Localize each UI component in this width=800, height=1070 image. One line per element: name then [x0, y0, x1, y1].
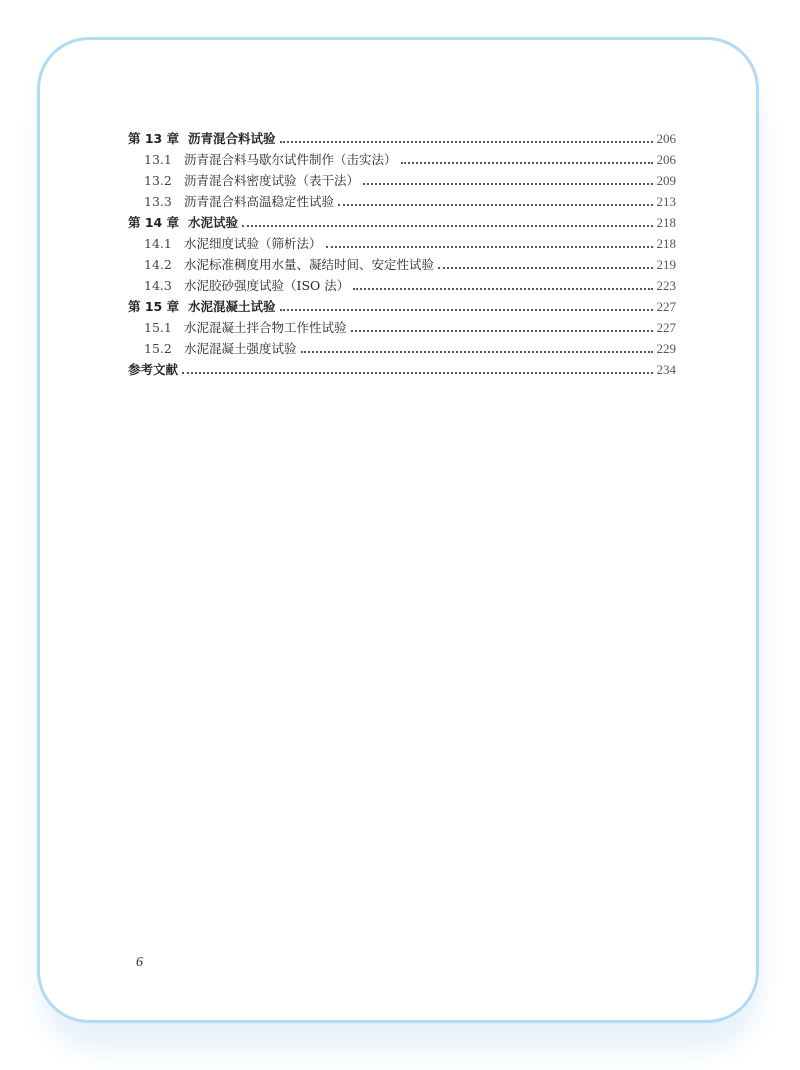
- toc-page: 227: [656, 299, 676, 314]
- toc-number: 13.2: [144, 173, 172, 188]
- toc-entry-section[interactable]: [128, 276, 676, 297]
- toc-number: 第 15 章: [128, 299, 180, 314]
- toc-title: 沥青混合料试验: [188, 131, 276, 146]
- toc-number: 14.3: [144, 278, 172, 293]
- toc-title: 参考文献: [128, 362, 179, 377]
- toc-page: 209: [656, 173, 676, 188]
- toc-page: 218: [656, 236, 676, 251]
- toc-number: 15.1: [144, 320, 172, 335]
- toc-page: 206: [656, 152, 676, 167]
- toc-title: 水泥混凝土强度试验: [184, 341, 297, 356]
- dot-leader: [338, 204, 652, 206]
- toc-entry-section[interactable]: [128, 150, 676, 171]
- toc-number: 14.2: [144, 257, 172, 272]
- toc-entry-section[interactable]: [128, 339, 676, 360]
- toc-number: 第 14 章: [128, 215, 180, 230]
- toc-title: 水泥胶砂强度试验（ISO 法）: [184, 278, 350, 293]
- toc-entry-chapter[interactable]: [128, 297, 676, 318]
- toc-page: 206: [656, 131, 676, 146]
- toc-page: 219: [656, 257, 676, 272]
- toc-entry-section[interactable]: [128, 318, 676, 339]
- toc-number: 15.2: [144, 341, 172, 356]
- dot-leader: [182, 372, 652, 374]
- table-of-contents: [128, 129, 676, 381]
- toc-entry-ref[interactable]: [128, 360, 676, 381]
- dot-leader: [301, 351, 653, 353]
- dot-leader: [353, 288, 652, 290]
- dot-leader: [280, 141, 653, 143]
- toc-title: 沥青混合料高温稳定性试验: [184, 194, 335, 209]
- toc-title: 水泥试验: [188, 215, 239, 230]
- toc-page: 234: [656, 362, 676, 377]
- toc-title: 水泥标准稠度用水量、凝结时间、安定性试验: [184, 257, 435, 272]
- page-number: 6: [136, 955, 143, 970]
- toc-number: 14.1: [144, 236, 172, 251]
- toc-number: 第 13 章: [128, 131, 180, 146]
- toc-entry-section[interactable]: [128, 171, 676, 192]
- toc-title: 水泥混凝土拌合物工作性试验: [184, 320, 347, 335]
- toc-page: 227: [656, 320, 676, 335]
- dot-leader: [280, 309, 653, 311]
- toc-page: 218: [656, 215, 676, 230]
- toc-entry-section[interactable]: [128, 192, 676, 213]
- dot-leader: [401, 162, 653, 164]
- dot-leader: [438, 267, 652, 269]
- toc-page: 229: [656, 341, 676, 356]
- toc-title: 沥青混合料马歇尔试件制作（击实法）: [184, 152, 397, 167]
- toc-page: 213: [656, 194, 676, 209]
- dot-leader: [351, 330, 653, 332]
- dot-leader: [363, 183, 652, 185]
- toc-number: 13.3: [144, 194, 172, 209]
- toc-title: 水泥混凝土试验: [188, 299, 276, 314]
- toc-number: 13.1: [144, 152, 172, 167]
- toc-entry-chapter[interactable]: [128, 213, 676, 234]
- dot-leader: [326, 246, 653, 248]
- toc-title: 水泥细度试验（筛析法）: [184, 236, 322, 251]
- dot-leader: [242, 225, 652, 227]
- toc-page: 223: [656, 278, 676, 293]
- toc-entry-section[interactable]: [128, 234, 676, 255]
- toc-entry-section[interactable]: [128, 255, 676, 276]
- toc-entry-chapter[interactable]: [128, 129, 676, 150]
- toc-title: 沥青混合料密度试验（表干法）: [184, 173, 360, 188]
